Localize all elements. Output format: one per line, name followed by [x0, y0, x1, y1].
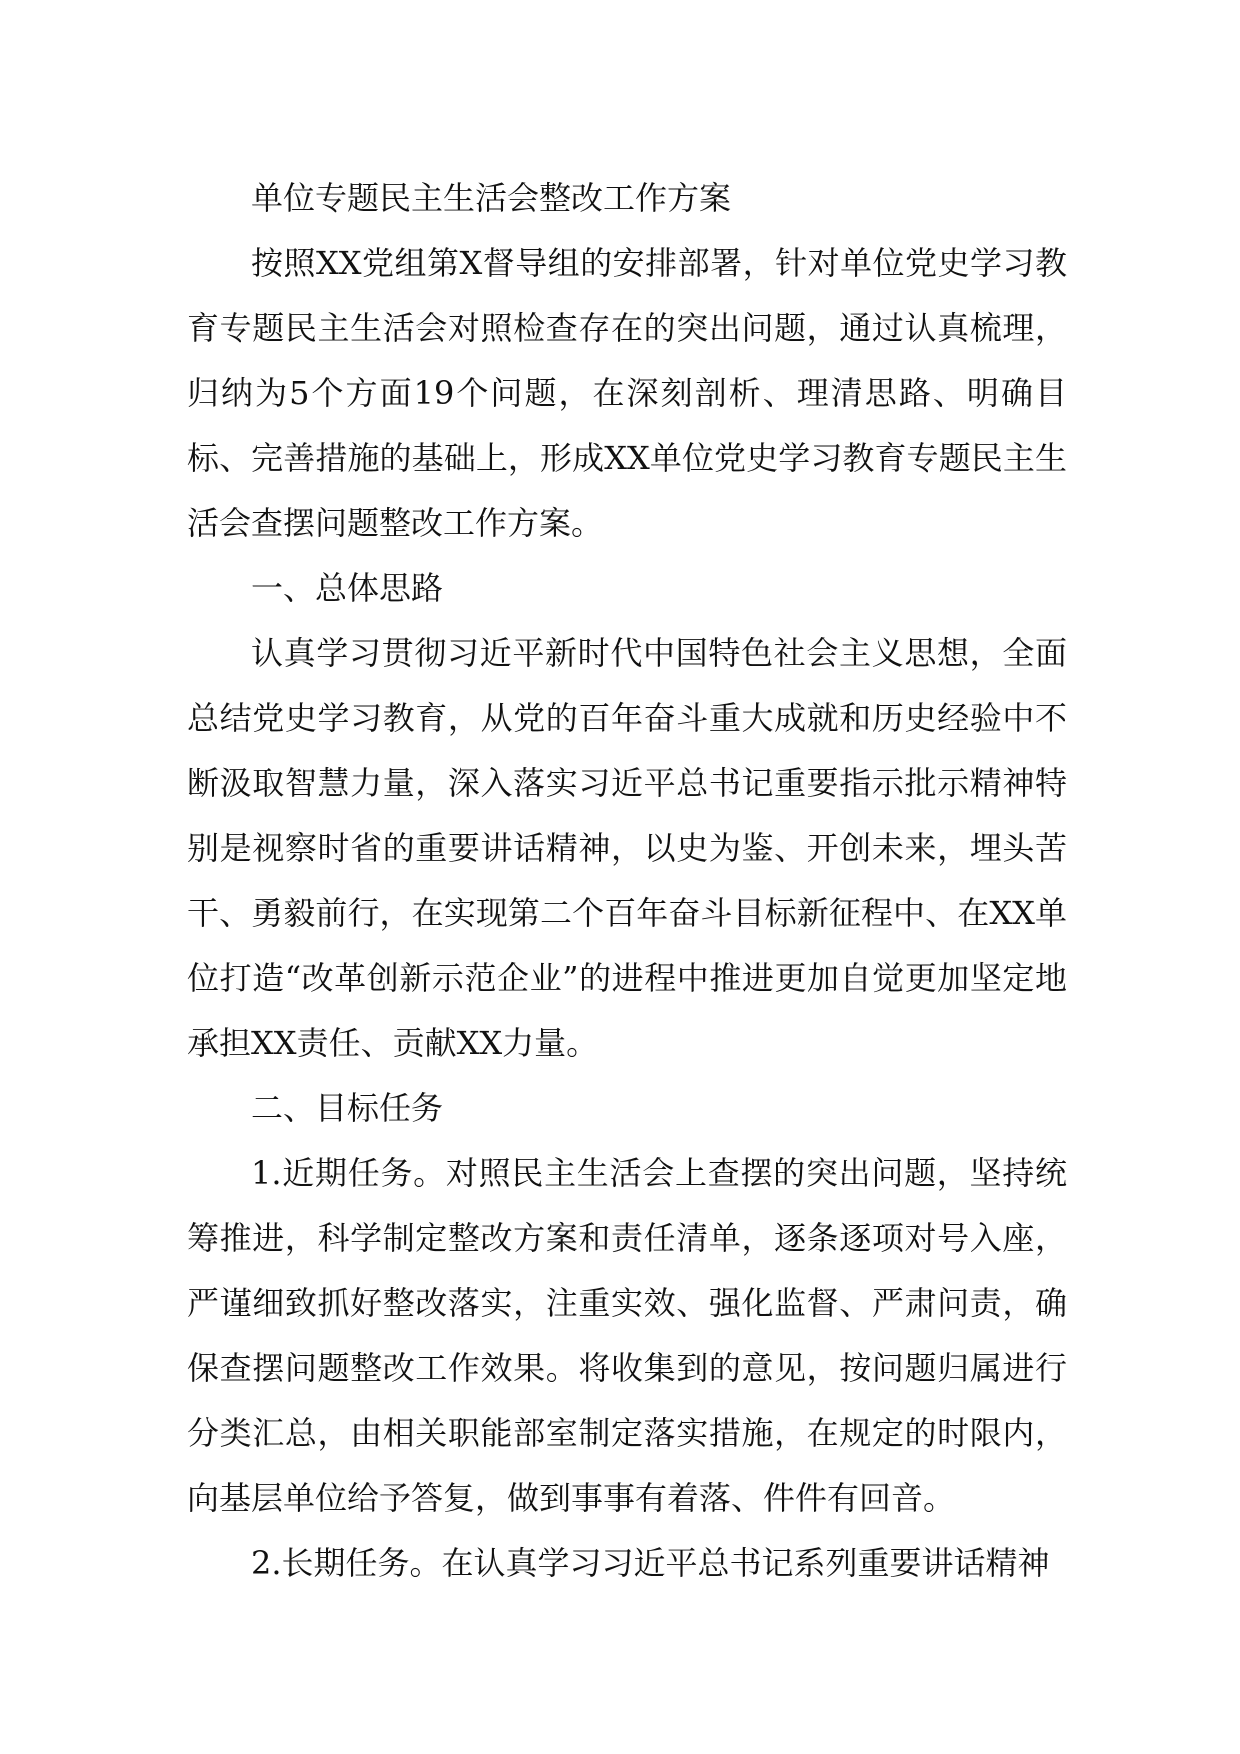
short-term-tasks-paragraph: 1.近期任务。对照民主生活会上查摆的突出问题，坚持统筹推进，科学制定整改方案和责任清单，逐条逐项对号入座，严谨细致抓好整改落实，注重实效、强化监督、严肃问责，确保查摆问题整改工作效果。将收集到的意见，按问题归属进行分类汇总，由相关职能部室制定落实措施，在规定的时限内，向基层单位给予答复，做到事事有着落、件件有回音。 [187, 1154, 1067, 1517]
section-heading-goals-tasks: 二、目标任务 [251, 1089, 444, 1127]
document-body [187, 166, 1067, 1596]
section-heading-overall-approach: 一、总体思路 [251, 569, 444, 607]
overall-approach-paragraph: 认真学习贯彻习近平新时代中国特色社会主义思想，全面总结党史学习教育，从党的百年奋斗重大成就和历史经验中不断汲取智慧力量，深入落实习近平总书记重要指示批示精神特别是视察时省的重要讲话精神，以史为鉴、开创未来，埋头苦干、勇毅前行，在实现第二个百年奋斗目标新征程中、在XX单位打造“改革创新示范企业”的进程中推进更加自觉更加坚定地承担XX责任、贡献XX力量。 [187, 634, 1067, 1062]
document-title: 单位专题民主生活会整改工作方案 [251, 179, 732, 217]
intro-paragraph: 按照XX党组第X督导组的安排部署，针对单位党史学习教育专题民主生活会对照检查存在的突出问题，通过认真梳理，归纳为5个方面19个问题，在深刻剖析、理清思路、明确目标、完善措施的基础上，形成XX单位党史学习教育专题民主生活会查摆问题整改工作方案。 [187, 244, 1067, 542]
long-term-tasks-paragraph: 2.长期任务。在认真学习习近平总书记系列重要讲话精神 [251, 1544, 1050, 1582]
